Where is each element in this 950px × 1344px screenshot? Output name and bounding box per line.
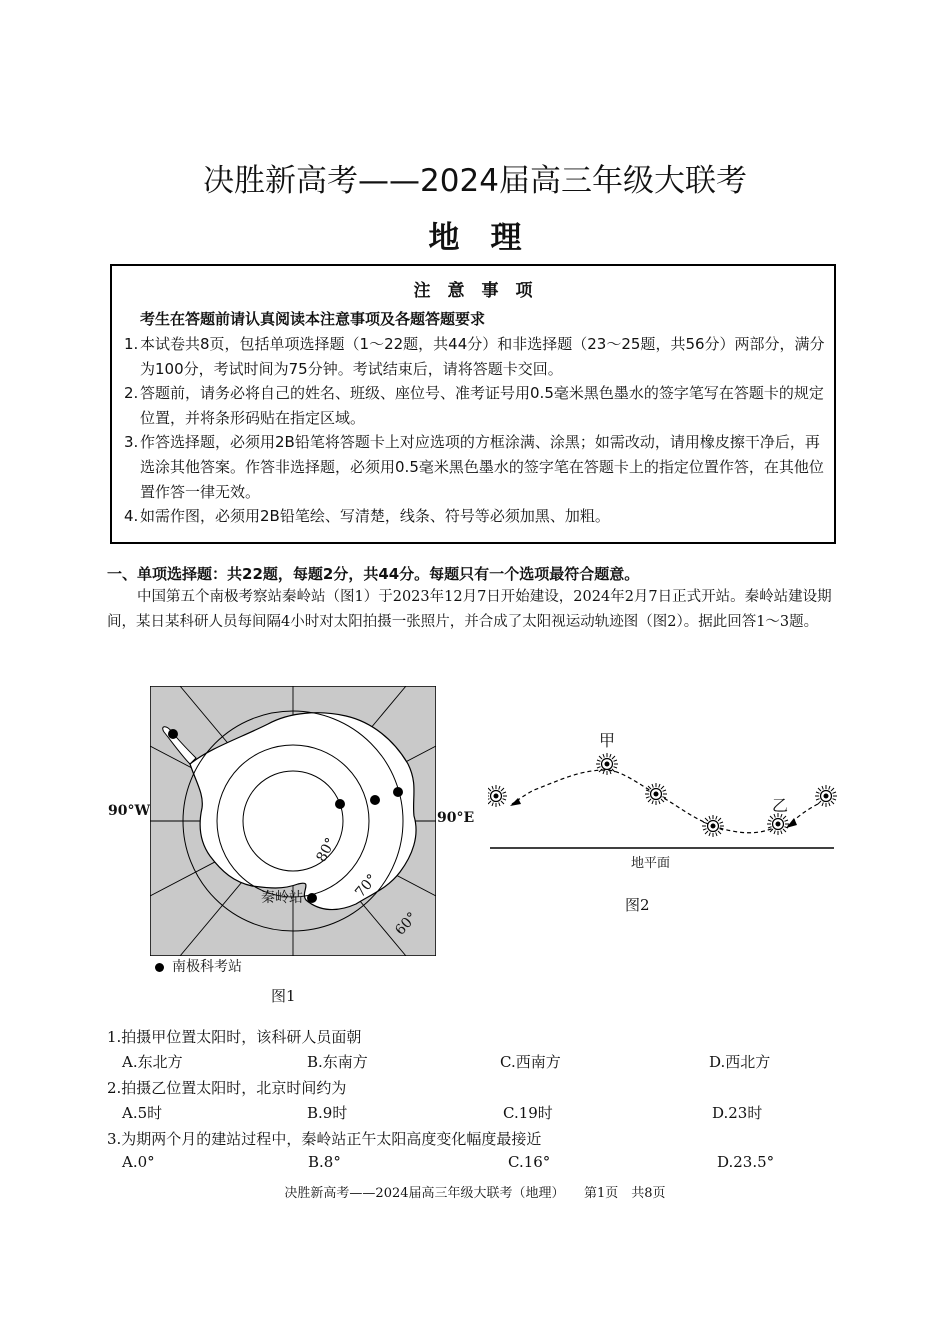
option-b: B.8° [308, 1153, 341, 1171]
notice-item-text: 如需作图，必须用2B铅笔绘、写清楚，线条、符号等必须加黑、加粗。 [140, 507, 610, 525]
label-yi: 乙 [772, 796, 789, 815]
option-b: B.9时 [307, 1104, 348, 1122]
label-80-degrees: 80° [313, 835, 340, 865]
legend-text: 南极科考站 [172, 959, 242, 975]
sun-icon [488, 785, 507, 807]
figure2-caption: 图2 [625, 896, 650, 914]
option-d: D.23时 [712, 1104, 763, 1122]
label-70-degrees: 70° [352, 871, 381, 901]
option-b: B.东南方 [307, 1053, 368, 1071]
section-heading: 一、单项选择题：共22题，每题2分，共44分。每题只有一个选项最符合题意。 [107, 565, 640, 583]
sun-icon [815, 785, 837, 807]
sun-icon [645, 783, 667, 805]
notice-item-text: 本试卷共8页，包括单项选择题（1～22题，共44分）和非选择题（23～25题，共56分）两部分，满分为100分，考试时间为75分钟。考试结束后，请将答题卡交回。 [140, 335, 825, 378]
label-90e: 90°E [437, 810, 475, 826]
notice-item [124, 332, 829, 382]
label-90w: 90°W [108, 803, 151, 819]
exam-title: 决胜新高考——2024届高三年级大联考 [203, 163, 747, 199]
qinling-station-marker [307, 893, 317, 903]
antarctica-map [150, 686, 436, 956]
notice-item-number: 4. [124, 507, 139, 525]
notice-heading: 注 意 事 项 [413, 281, 533, 301]
legend-dot-icon [155, 963, 164, 972]
option-c: C.16° [508, 1153, 551, 1171]
notice-item-number: 1. [124, 335, 139, 353]
option-a: A.5时 [122, 1104, 163, 1122]
sun-icon [767, 813, 789, 835]
notice-item-number: 2. [124, 384, 139, 402]
subject-title: 地 理 [428, 220, 522, 256]
map-legend [155, 956, 242, 976]
sun-icon [596, 753, 618, 775]
qinling-station-label: 秦岭站 [261, 890, 303, 906]
research-station-marker [168, 729, 178, 739]
option-d: D.西北方 [709, 1053, 771, 1071]
option-d: D.23.5° [717, 1153, 775, 1171]
label-jia: 甲 [599, 731, 616, 750]
question-stem: 3.为期两个月的建站过程中，秦岭站正午太阳高度变化幅度最接近 [107, 1130, 542, 1148]
research-station-marker [335, 799, 345, 809]
page-footer: 决胜新高考——2024届高三年级大联考（地理） 第1页 共8页 [284, 1186, 666, 1201]
research-station-marker [393, 787, 403, 797]
option-a: A.0° [122, 1153, 155, 1171]
research-station-marker [370, 795, 380, 805]
notice-item-text: 答题前，请务必将自己的姓名、班级、座位号、准考证号用0.5毫米黑色墨水的签字笔写在答题卡的规定位置，并将条形码贴在指定区域。 [140, 384, 824, 427]
option-c: C.19时 [503, 1104, 553, 1122]
notice-item-text: 作答选择题，必须用2B铅笔将答题卡上对应选项的方框涂满、涂黑；如需改动，请用橡皮擦干净后，再选涂其他答案。作答非选择题，必须用0.5毫米黑色墨水的签字笔在答题卡上的指定位置作答，在其他位置作答一律无效。 [140, 433, 824, 501]
sun-icon [702, 815, 724, 837]
notice-item [124, 381, 829, 431]
question-stem: 2.拍摄乙位置太阳时，北京时间约为 [107, 1079, 347, 1097]
notice-item-number: 3. [124, 433, 139, 451]
option-a: A.东北方 [122, 1053, 183, 1071]
figure1-caption: 图1 [271, 987, 296, 1005]
notice-box [110, 264, 836, 544]
notice-lead: 考生在答题前请认真阅读本注意事项及各题答题要求 [140, 310, 486, 328]
option-c: C.西南方 [500, 1053, 561, 1071]
notice-item [124, 430, 829, 505]
label-60-degrees: 60° [392, 909, 421, 939]
notice-item [124, 504, 829, 529]
question-stem: 1.拍摄甲位置太阳时，该科研人员面朝 [107, 1028, 362, 1046]
horizon-label: 地平面 [631, 856, 671, 871]
section-intro: 中国第五个南极考察站秦岭站（图1）于2023年12月7日开始建设，2024年2月7日正式开站。秦岭站建设期间，某日某科研人员每间隔4小时对太阳拍摄一张照片，并合成了太阳视运动轨迹图（图2）。据此回答1～3题。 [107, 589, 832, 630]
